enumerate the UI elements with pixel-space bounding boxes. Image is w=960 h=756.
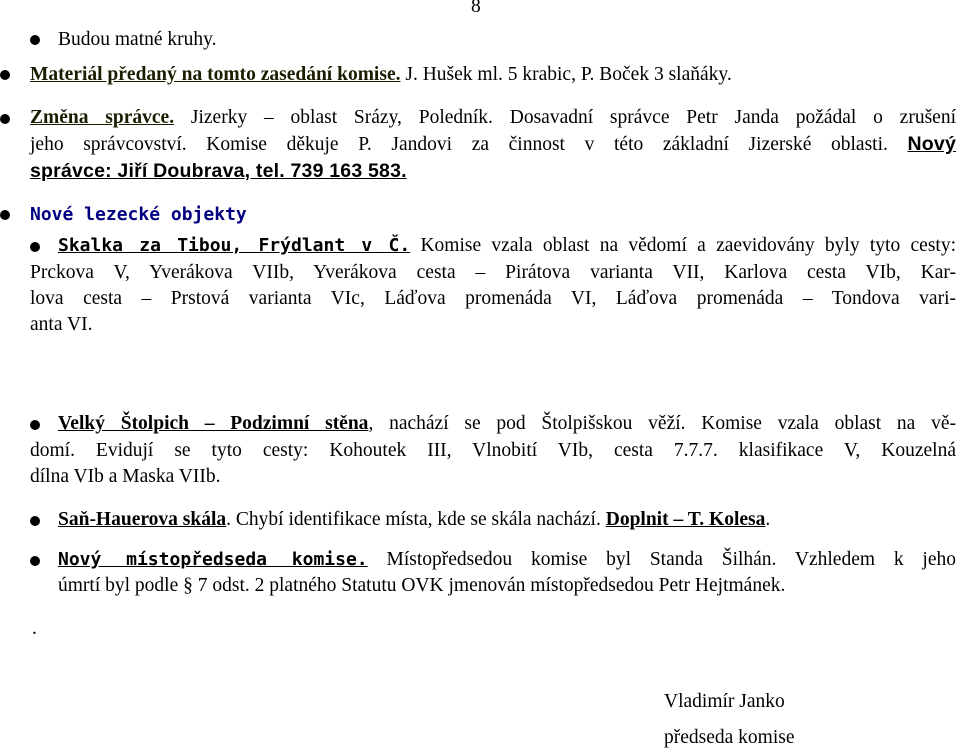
zmena-label: Změna správce. xyxy=(30,107,175,128)
zmena-line1: Jizerky – oblast Srázy, Poledník. Dosavadní správce Petr Janda požádal o zrušení xyxy=(174,107,956,128)
skalka-line1: Komise vzala oblast na vědomí a zaevidovány byly tyto cesty: xyxy=(410,235,956,256)
signature-role: předseda komise xyxy=(664,727,795,748)
stolpich-line2: domí. Evidují se tyto cesty: Kohoutek III, Vlnobití VIb, cesta 7.7.7. klasifikace V, Kouzelná xyxy=(30,440,956,461)
skalka-line4: anta VI. xyxy=(30,314,93,335)
bullet-icon xyxy=(30,242,40,252)
item-stolpich xyxy=(58,411,956,437)
signature xyxy=(664,684,795,756)
material-text: J. Hušek ml. 5 krabic, P. Boček 3 slaňáky. xyxy=(400,64,732,85)
bullet-icon xyxy=(0,70,10,80)
bullet-icon xyxy=(30,516,40,526)
doplnit-link: Doplnit – T. Kolesa xyxy=(605,509,766,530)
item-skalka xyxy=(58,233,956,259)
item-nove-heading xyxy=(30,202,956,228)
stolpich-line1: , nachází se pod Štolpišskou věží. Komise vzala oblast na vě- xyxy=(368,413,956,434)
bullet-icon xyxy=(30,556,40,566)
bullet-icon xyxy=(0,114,10,124)
bullet-icon xyxy=(30,35,40,45)
item-mistopredseda xyxy=(58,547,956,599)
stray-dot: . xyxy=(32,618,37,639)
skalka-line3: lova cesta – Prstová varianta VIc, Láďova promenáda VI, Láďova promenáda – Tondova vari- xyxy=(30,288,956,309)
mistopredseda-line2: úmrtí byl podle § 7 odst. 2 platného Statutu OVK jmenován místopředsedou Petr Hejtmánek. xyxy=(58,575,786,596)
skalka-label: Skalka za Tibou, Frýdlant v Č. xyxy=(58,235,411,256)
item-kruhy xyxy=(58,27,960,53)
item-zmena xyxy=(30,105,956,185)
bullet-icon xyxy=(30,420,40,430)
material-label: Materiál předaný na tomto zasedání komise. xyxy=(30,64,401,85)
novy-spravce-link: Nový xyxy=(907,133,956,155)
item-material xyxy=(30,62,956,88)
signature-name: Vladimír Janko xyxy=(664,691,785,712)
hauer-text: . Chybí identifikace místa, kde se skála nachází. xyxy=(226,509,606,530)
skalka-line2: Prckova V, Yverákova VIIb, Yverákova cesta – Pirátova varianta VII, Karlova cesta VIb, Kar- xyxy=(30,262,956,283)
mistopredseda-line1: Místopředsedou komise byl Standa Šilhán. Vzhledem k jeho xyxy=(367,549,956,570)
item-hauer xyxy=(58,507,956,533)
item-kruhy-text: Budou matné kruhy. xyxy=(58,29,217,50)
novy-spravce-contact: správce: Jiří Doubrava, tel. 739 163 583. xyxy=(30,160,407,182)
page-number: 8 xyxy=(471,0,481,17)
stolpich-line3: dílna VIb a Maska VIIb. xyxy=(30,466,221,487)
hauer-label: Saň-Hauerova skála xyxy=(58,509,227,530)
bullet-icon xyxy=(0,210,10,220)
stolpich-label: Velký Štolpich – Podzimní stěna xyxy=(58,413,369,434)
nove-label: Nové lezecké objekty xyxy=(30,204,247,225)
mistopredseda-label: Nový místopředseda komise. xyxy=(58,549,368,570)
item-stolpich-body xyxy=(30,438,956,490)
item-skalka-body xyxy=(30,260,956,338)
zmena-line2: jeho správcovství. Komise děkuje P. Jandovi za činnost v této základní Jizerské oblasti. xyxy=(30,134,908,155)
hauer-end: . xyxy=(765,509,771,530)
